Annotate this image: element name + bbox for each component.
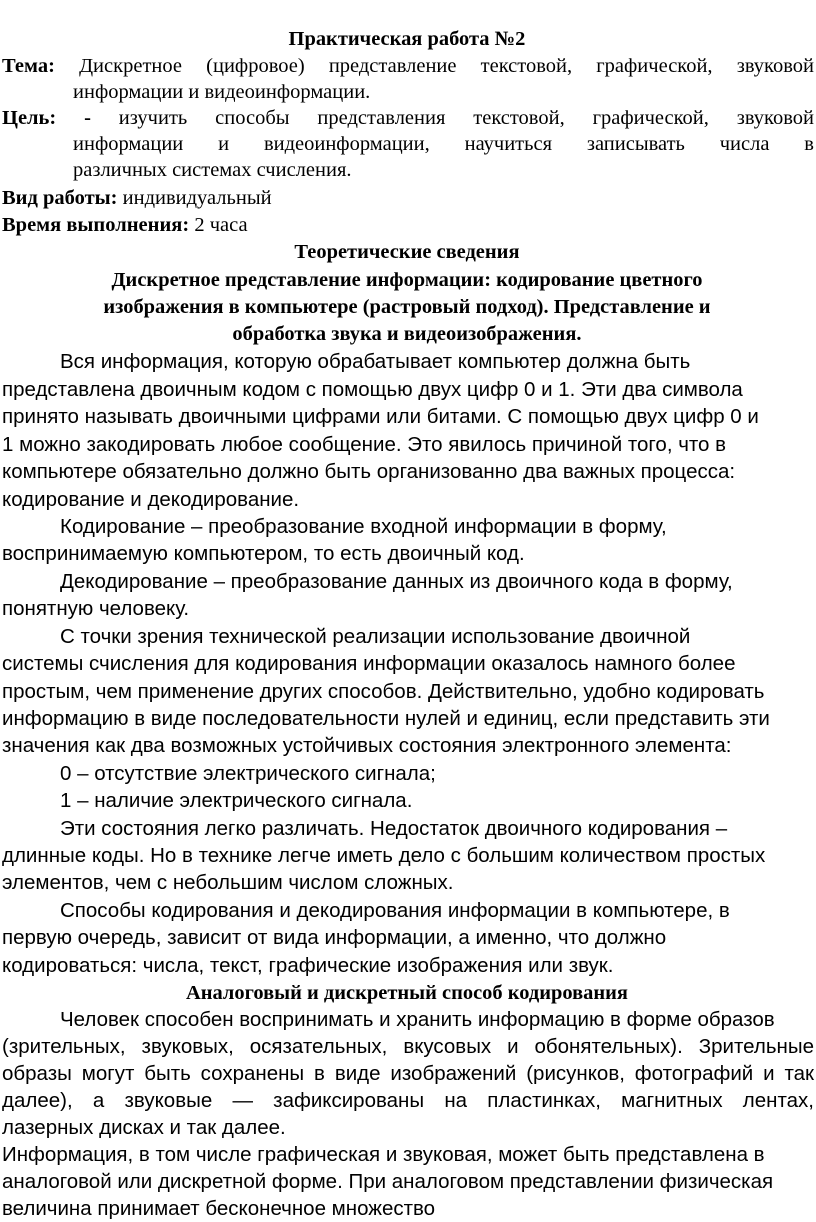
body-line: Кодирование – преобразование входной информации в форму, xyxy=(60,515,667,538)
body-line: простым, чем применение других способов. Действительно, удобно кодировать xyxy=(2,680,765,703)
body-line-justified xyxy=(2,1061,814,1087)
section-heading-theory: Теоретические сведения xyxy=(294,241,520,263)
topic-line-2: информации и видеоинформации. xyxy=(73,81,371,103)
body-line: 1 можно закодировать любое сообщение. Это явилось причиной того, что в xyxy=(2,433,727,456)
body-line: Способы кодирования и декодирования информации в компьютере, в xyxy=(60,899,730,922)
topic-text-1: Дискретное (цифровое) представление текстовой, графической, звуковой xyxy=(54,55,814,77)
goal-text-1: изучить способы представления текстовой, графической, звуковой xyxy=(90,107,814,129)
body-line: Эти состояния легко различать. Недостаток двоичного кодирования – xyxy=(60,817,728,840)
work-type-value: индивидуальный xyxy=(117,187,272,209)
body-line: элементов, чем с небольшим числом сложных. xyxy=(2,871,454,894)
work-type-line xyxy=(2,185,272,211)
body-line: системы счисления для кодирования информации оказалось намного более xyxy=(2,652,736,675)
work-type-label: Вид работы: xyxy=(2,187,118,209)
body-line: кодирование и декодирование. xyxy=(2,488,300,511)
body-line: 0 – отсутствие электрического сигнала; xyxy=(60,762,436,785)
topic-label: Тема: xyxy=(2,55,55,77)
body-line: значения как два возможных устойчивых состояния электронного элемента: xyxy=(2,734,732,757)
body-line: воспринимаемую компьютером, то есть двоичный код. xyxy=(2,542,525,565)
body-line-text: образы могут быть сохранены в виде изображений (рисунков, фотографий и так xyxy=(2,1062,814,1085)
section-subheading-line-1: Дискретное представление информации: кодирование цветного xyxy=(111,269,703,291)
time-label: Время выполнения: xyxy=(2,214,190,236)
body-line: величина принимает бесконечное множество xyxy=(2,1197,436,1220)
section-heading-analog-digital: Аналоговый и дискретный способ кодирования xyxy=(185,982,629,1004)
goal-line-1 xyxy=(2,105,814,131)
time-value: 2 часа xyxy=(189,214,248,236)
time-line xyxy=(2,212,248,238)
body-line: Вся информация, которую обрабатывает компьютер должна быть xyxy=(60,350,691,373)
section-subheading-line-3: обработка звука и видеоизображения. xyxy=(232,323,582,345)
body-line: аналоговой или дискретной форме. При аналоговом представлении физическая xyxy=(2,1170,774,1193)
body-line: информацию в виде последовательности нулей и единиц, если представить эти xyxy=(2,707,770,730)
body-line: представлена двоичным кодом с помощью двух цифр 0 и 1. Эти два символа xyxy=(2,378,743,401)
body-line: 1 – наличие электрического сигнала. xyxy=(60,789,413,812)
topic-line-1 xyxy=(2,53,814,79)
body-line-justified xyxy=(2,1088,814,1114)
body-line: Человек способен воспринимать и хранить информацию в форме образов xyxy=(60,1008,775,1031)
body-line: С точки зрения технической реализации использование двоичной xyxy=(60,625,691,648)
body-line: лазерных дисках и так далее. xyxy=(2,1116,286,1139)
goal-text-2: информации и видеоинформации, научиться записывать числа в xyxy=(73,133,814,155)
document-title: Практическая работа №2 xyxy=(288,28,526,50)
body-line: Информация, в том числе графическая и звуковая, может быть представлена в xyxy=(2,1143,765,1166)
body-line: компьютере обязательно должно быть организованно два важных процесса: xyxy=(2,460,736,483)
body-line-text: (зрительных, звуковых, осязательных, вкусовых и обонятельных). Зрительные xyxy=(2,1035,814,1058)
body-line: длинные коды. Но в технике легче иметь дело с большим количеством простых xyxy=(2,844,766,867)
body-line: первую очередь, зависит от вида информации, а именно, что должно xyxy=(2,926,667,949)
body-line: принято называть двоичными цифрами или битами. С помощью двух цифр 0 и xyxy=(2,405,759,428)
body-line: понятную человеку. xyxy=(2,597,190,620)
body-line-text: далее), а звуковые — зафиксированы на пластинках, магнитных лентах, xyxy=(2,1089,814,1112)
body-line-justified xyxy=(2,1034,814,1060)
section-subheading-line-2: изображения в компьютере (растровый подход). Представление и xyxy=(103,296,711,318)
goal-line-3: различных системах счисления. xyxy=(73,159,352,181)
goal-label: Цель: - xyxy=(2,107,91,129)
body-line: Декодирование – преобразование данных из двоичного кода в форму, xyxy=(60,570,733,593)
body-line: кодироваться: числа, текст, графические изображения или звук. xyxy=(2,954,614,977)
goal-line-2 xyxy=(73,131,814,157)
